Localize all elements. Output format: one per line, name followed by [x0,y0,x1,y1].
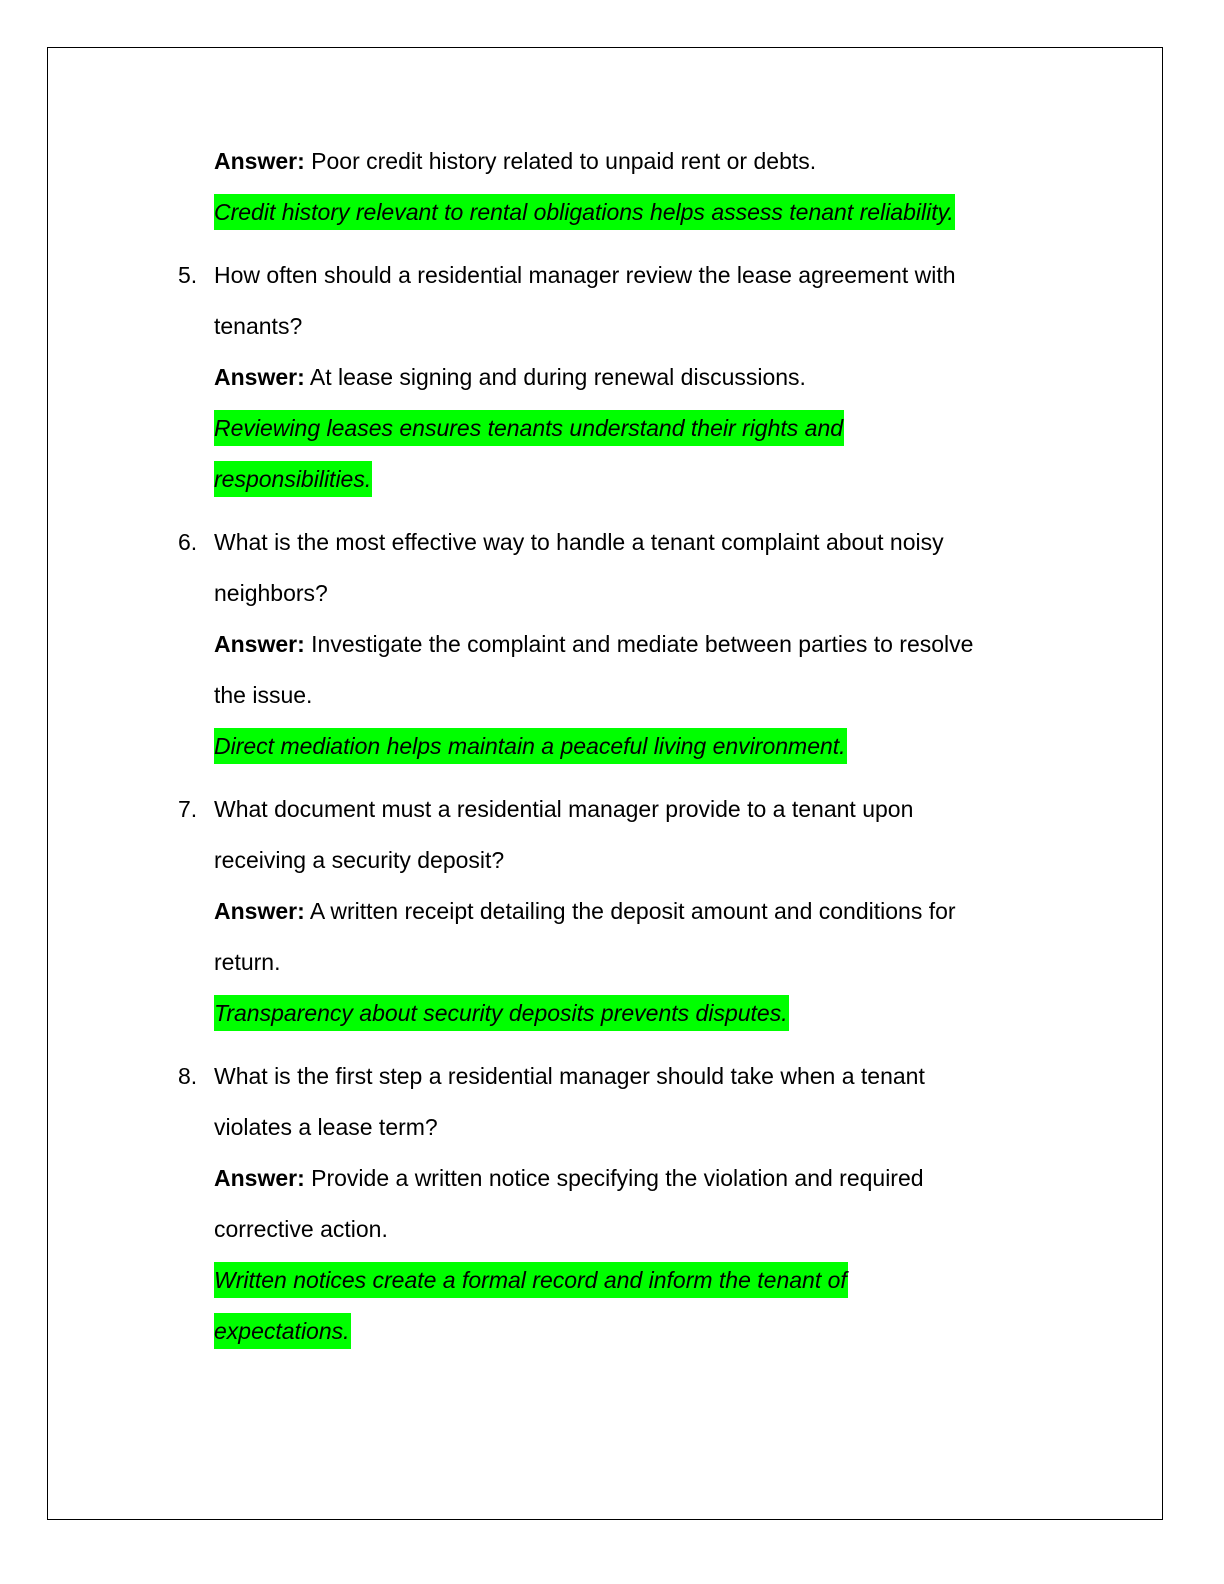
answer-label: Answer: [214,1165,305,1191]
question-line [0,791,1224,842]
answer-text: return. [214,949,281,975]
question-text: violates a lease term? [214,1114,438,1140]
question-number: 7. [178,796,198,822]
answer-text: corrective action. [214,1216,388,1242]
answer-line [0,677,1224,728]
question-text: What document must a residential manager provide to a tenant upon [214,796,914,822]
question-text: What is the most effective way to handle a tenant complaint about noisy [214,529,944,555]
question-text: What is the first step a residential manager should take when a tenant [214,1063,925,1089]
explanation-line [0,194,1224,245]
question-item [0,791,1224,1046]
question-item [0,524,1224,779]
document-body [0,143,1224,1364]
answer-text: At lease signing and during renewal discussions. [309,364,806,390]
question-text: neighbors? [214,580,328,606]
explanation-text: Reviewing leases ensures tenants understand their rights and [214,410,844,446]
question-text: receiving a security deposit? [214,847,505,873]
answer-line [0,1211,1224,1262]
explanation-text: expectations. [214,1313,351,1349]
explanation-line [0,410,1224,461]
answer-line [0,359,1224,410]
answer-line [0,893,1224,944]
question-line [0,1058,1224,1109]
explanation-text: Credit history relevant to rental obligations helps assess tenant reliability. [214,194,955,230]
question-number: 6. [178,529,198,555]
question-line [0,575,1224,626]
explanation-line [0,461,1224,512]
answer-line [0,1160,1224,1211]
answer-text: Provide a written notice specifying the violation and required [311,1165,924,1191]
explanation-text: Written notices create a formal record and inform the tenant of [214,1262,848,1298]
question-item [0,1058,1224,1364]
explanation-text: Direct mediation helps maintain a peaceful living environment. [214,728,847,764]
answer-line [0,626,1224,677]
answer-text: Poor credit history related to unpaid rent or debts. [311,148,817,174]
explanation-line [0,1262,1224,1313]
answer-label: Answer: [214,364,305,390]
question-number: 5. [178,262,198,288]
question-line [0,308,1224,359]
explanation-text: responsibilities. [214,461,372,497]
answer-label: Answer: [214,148,305,174]
explanation-text: Transparency about security deposits prevents disputes. [214,995,789,1031]
answer-text: Investigate the complaint and mediate between parties to resolve [311,631,974,657]
answer-text: the issue. [214,682,313,708]
question-text: tenants? [214,313,303,339]
answer-label: Answer: [214,631,305,657]
question-text: How often should a residential manager review the lease agreement with [214,262,956,288]
question-line [0,257,1224,308]
answer-line [0,143,1224,194]
question-line [0,842,1224,893]
explanation-line [0,1313,1224,1364]
question-item [0,257,1224,512]
question-line [0,1109,1224,1160]
question-line [0,524,1224,575]
answer-label: Answer: [214,898,305,924]
question-number: 8. [178,1063,198,1089]
explanation-line [0,728,1224,779]
explanation-line [0,995,1224,1046]
answer-text: A written receipt detailing the deposit amount and conditions for [309,898,956,924]
answer-line [0,944,1224,995]
